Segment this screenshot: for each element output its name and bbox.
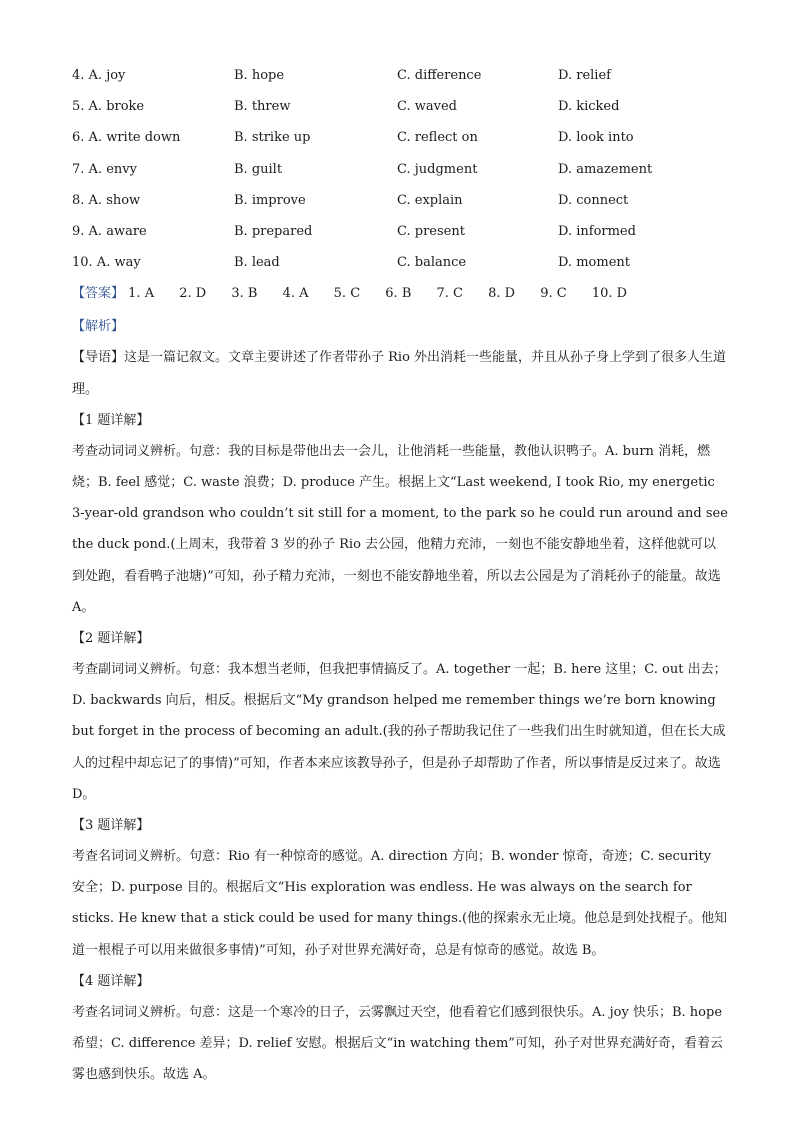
- q2-explanation: 考查副词词义辨析。句意：我本想当老师，但我把事情搞反了。A. together 一起；B. here 这里；C. out 出去；D. backwards 向后，相反。根据后文“My grandson helped me remember things we’re born knowing but forget in the process of becoming an adult.(我的孙子帮助我记住了一些我们出生时就知道，但在长大成人的过程中却忘记了的事情)”可知，作者本来应该教导孙子，但是孙子却帮助了作者，所以事情是反过来了。故选 D。: [72, 661, 727, 802]
- option-b: B. lead: [234, 255, 280, 271]
- question-10-options: [72, 249, 728, 280]
- answer-item: 6. B: [385, 286, 412, 302]
- answer-item: 7. C: [436, 286, 463, 302]
- option-a: 8. A. show: [72, 192, 141, 208]
- document-page: [72, 62, 728, 1090]
- option-d: D. connect: [558, 192, 629, 208]
- option-a: 10. A. way: [72, 255, 141, 271]
- option-d: D. look into: [558, 130, 634, 146]
- question-6-options: [72, 124, 728, 155]
- option-c: C. explain: [397, 192, 463, 208]
- analysis-label: 【解析】: [72, 319, 125, 335]
- guide-paragraph: 【导语】这是一篇记叙文。文章主要讲述了作者带孙子 Rio 外出消耗一些能量，并且从孙子身上学到了很多人生道理。: [72, 350, 727, 397]
- option-c: C. present: [397, 223, 465, 239]
- answer-item: 1. A: [128, 286, 155, 302]
- option-a: 5. A. broke: [72, 99, 145, 115]
- option-b: B. prepared: [234, 223, 313, 239]
- option-d: D. relief: [558, 68, 611, 83]
- option-c: C. reflect on: [397, 130, 478, 146]
- option-a: 6. A. write down: [72, 130, 181, 146]
- question-5-options: [72, 93, 728, 124]
- q2-heading: 【2 题详解】: [72, 630, 150, 646]
- option-d: D. moment: [558, 255, 630, 271]
- option-c: C. waved: [397, 99, 457, 115]
- option-b: B. hope: [234, 68, 285, 83]
- option-b: B. guilt: [234, 161, 283, 177]
- option-c: C. difference: [397, 68, 482, 83]
- q4-heading: 【4 题详解】: [72, 973, 150, 989]
- option-a: 4. A. joy: [72, 68, 126, 83]
- answer-item: 3. B: [231, 286, 258, 302]
- question-8-options: [72, 187, 728, 218]
- question-4-options: [72, 62, 728, 93]
- question-7-options: [72, 156, 728, 187]
- q3-explanation: 考查名词词义辨析。句意：Rio 有一种惊奇的感觉。A. direction 方向；B. wonder 惊奇，奇迹；C. security 安全；D. purpose 目的。根据后文“His exploration was endless. He was always on the search for sticks. He knew that a stick could be used for many things.(他的探索永无止境。他总是到处找棍子。他知道一根棍子可以用来做很多事情)”可知，孙子对世界充满好奇，总是有惊奇的感觉。故选 B。: [72, 848, 728, 958]
- option-d: D. kicked: [558, 99, 620, 115]
- option-c: C. balance: [397, 255, 467, 271]
- option-b: B. threw: [234, 99, 291, 115]
- q3-heading: 【3 题详解】: [72, 817, 150, 833]
- q1-explanation: 考查动词词义辨析。句意：我的目标是带他出去一会儿，让他消耗一些能量，教他认识鸭子。A. burn 消耗，燃烧；B. feel 感觉；C. waste 浪费；D. produce 产生。根据上文“Last weekend, I took Rio, my energetic 3-year-old grandson who couldn’t sit still for a moment, to the park so he could run around and see the duck pond.(上周末，我带着 3 岁的孙子 Rio 去公园，他精力充沛，一刻也不能安静地坐着，这样他就可以到处跑，看看鸭子池塘)”可知，孙子精力充沛，一刻也不能安静地坐着，所以去公园是为了消耗孙子的能量。故选 A。: [72, 443, 728, 615]
- answer-label: 【答案】: [72, 286, 125, 302]
- answer-line: [72, 280, 728, 311]
- option-d: D. informed: [558, 223, 636, 239]
- option-a: 7. A. envy: [72, 161, 137, 177]
- option-b: B. strike up: [234, 130, 311, 146]
- answer-item: 2. D: [179, 286, 207, 302]
- option-d: D. amazement: [558, 161, 653, 177]
- option-b: B. improve: [234, 192, 306, 208]
- answer-item: 4. A: [282, 286, 309, 302]
- option-c: C. judgment: [397, 161, 478, 177]
- option-a: 9. A. aware: [72, 223, 147, 239]
- question-9-options: [72, 218, 728, 249]
- answer-item: 10. D: [591, 286, 628, 302]
- answer-item: 9. C: [540, 286, 567, 302]
- answer-item: 8. D: [488, 286, 516, 302]
- q4-explanation: 考查名词词义辨析。句意：这是一个寒冷的日子，云雾飘过天空，他看着它们感到很快乐。A. joy 快乐；B. hope 希望；C. difference 差异；D. relief 安慰。根据后文“in watching them”可知，孙子对世界充满好奇，看着云雾也感到快乐。故选 A。: [72, 1004, 723, 1083]
- answer-item: 5. C: [333, 286, 361, 302]
- q1-heading: 【1 题详解】: [72, 412, 150, 428]
